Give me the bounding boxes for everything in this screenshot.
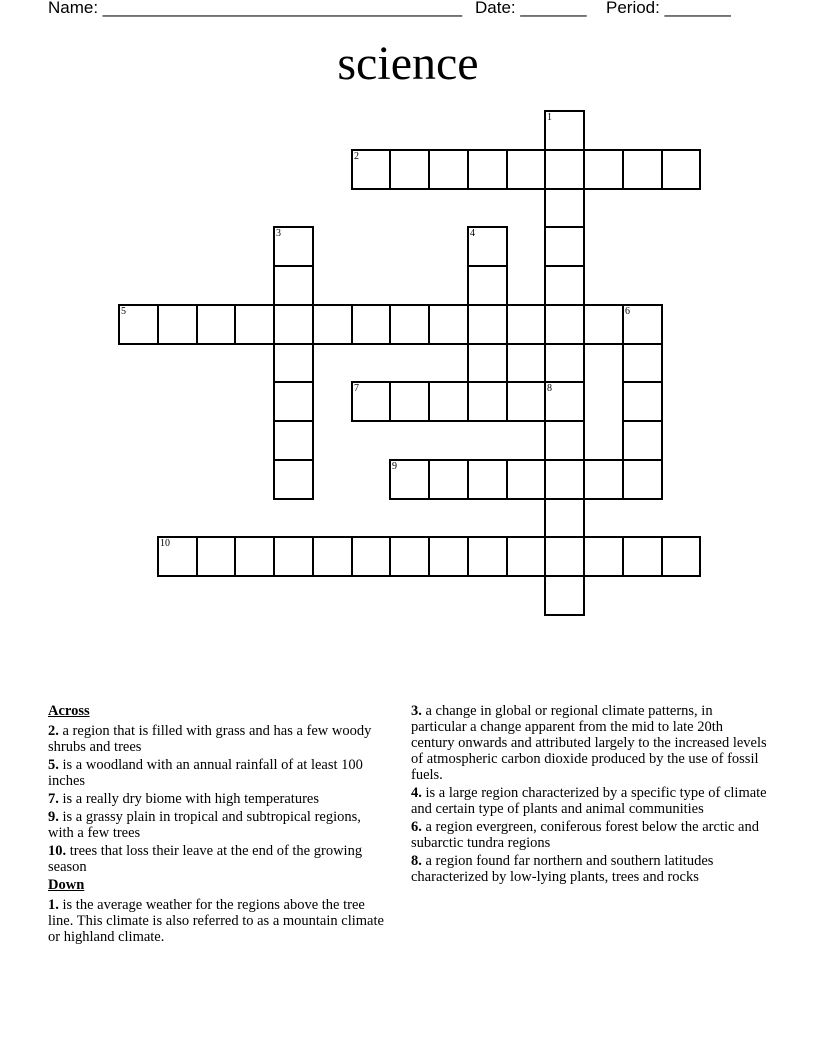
grid-cell[interactable] (428, 381, 469, 422)
grid-cell[interactable] (622, 459, 663, 500)
clue-text: is a woodland with an annual rainfall of at least 100 inches (48, 757, 363, 789)
grid-cell[interactable] (467, 149, 508, 190)
clue-number: 5. (48, 757, 59, 773)
grid-cell[interactable] (273, 265, 314, 306)
grid-cell[interactable] (273, 381, 314, 422)
grid-cell[interactable] (273, 343, 314, 383)
grid-cell[interactable] (196, 536, 236, 577)
down-heading: Down (48, 877, 85, 893)
grid-cell[interactable] (389, 536, 430, 577)
grid-cell[interactable] (157, 304, 198, 345)
clue-down-1 (48, 897, 390, 945)
grid-cell[interactable] (351, 304, 391, 345)
clue-number: 10. (48, 843, 67, 859)
clue-down-6 (411, 819, 767, 851)
cell-number: 9 (392, 461, 397, 472)
grid-cell[interactable] (583, 459, 624, 500)
grid-cell[interactable] (312, 536, 353, 577)
cell-number: 3 (276, 228, 281, 239)
name-field-label[interactable]: Name: ______________________________________ (48, 0, 463, 17)
grid-cell[interactable] (428, 459, 469, 500)
cell-number: 5 (121, 306, 126, 317)
clue-text: is a really dry biome with high temperatures (62, 791, 319, 807)
grid-cell[interactable] (583, 304, 624, 345)
grid-cell[interactable] (273, 459, 314, 500)
grid-cell[interactable] (351, 536, 391, 577)
grid-cell[interactable] (273, 304, 314, 345)
grid-cell[interactable] (661, 149, 701, 190)
grid-cell[interactable] (544, 498, 585, 538)
grid-cell[interactable] (622, 536, 663, 577)
grid-cell[interactable] (622, 149, 663, 190)
clue-across-2 (48, 723, 390, 755)
grid-cell[interactable] (544, 149, 585, 190)
clue-text: is a large region characterized by a specific type of climate and certain type of plants and animal communities (411, 785, 767, 817)
grid-cell[interactable] (428, 536, 469, 577)
grid-cell[interactable] (583, 149, 624, 190)
clues-left-column (48, 703, 390, 947)
grid-cell[interactable] (467, 304, 508, 345)
clue-number: 1. (48, 897, 59, 913)
grid-cell[interactable] (312, 304, 353, 345)
grid-cell[interactable] (467, 459, 508, 500)
clue-text: trees that loss their leave at the end of the growing season (48, 843, 363, 875)
grid-cell[interactable] (467, 536, 508, 577)
grid-cell[interactable] (467, 265, 508, 306)
clue-down-4 (411, 785, 767, 817)
page-title: science (337, 37, 479, 90)
grid-cell[interactable] (234, 304, 275, 345)
cell-number: 2 (354, 151, 359, 162)
clue-across-7 (48, 791, 390, 807)
grid-cell[interactable] (622, 381, 663, 422)
grid-cell[interactable] (389, 304, 430, 345)
clue-across-10 (48, 843, 390, 875)
grid-cell[interactable] (467, 343, 508, 383)
grid-cell[interactable] (506, 459, 546, 500)
clue-text: a region evergreen, coniferous forest below the arctic and subarctic tundra regions (411, 819, 759, 851)
clue-number: 7. (48, 791, 59, 807)
grid-cell[interactable] (234, 536, 275, 577)
cell-number: 4 (470, 228, 475, 239)
grid-cell[interactable] (661, 536, 701, 577)
grid-cell[interactable] (544, 536, 585, 577)
cell-number: 6 (625, 306, 630, 317)
clue-text: a region that is filled with grass and has a few woody shrubs and trees (48, 723, 372, 755)
date-field-label[interactable]: Date: _______ (475, 0, 587, 17)
grid-cell[interactable] (389, 149, 430, 190)
grid-cell[interactable] (544, 188, 585, 228)
clue-across-9 (48, 809, 390, 841)
across-heading: Across (48, 703, 90, 719)
clue-text: is a grassy plain in tropical and subtropical regions, with a few trees (48, 809, 361, 841)
clue-text: a change in global or regional climate patterns, in particular a change apparent from the mid to late 20th century onwards and attributed largely to the increased levels of atmospheric carbon dioxide produced by the use of fossil fuels. (411, 703, 767, 783)
clue-number: 6. (411, 819, 422, 835)
grid-cell[interactable] (273, 536, 314, 577)
grid-cell[interactable] (506, 381, 546, 422)
cell-number: 7 (354, 383, 359, 394)
clue-down-3 (411, 703, 767, 783)
grid-cell[interactable] (544, 420, 585, 461)
grid-cell[interactable] (544, 459, 585, 500)
grid-cell[interactable] (622, 343, 663, 383)
clue-text: is the average weather for the regions above the tree line. This climate is also referred to as a mountain climate or highland climate. (48, 897, 384, 945)
grid-cell[interactable] (544, 343, 585, 383)
clue-number: 8. (411, 853, 422, 869)
grid-cell[interactable] (544, 575, 585, 616)
grid-cell[interactable] (428, 304, 469, 345)
grid-cell[interactable] (622, 420, 663, 461)
clue-number: 2. (48, 723, 59, 739)
grid-cell[interactable] (273, 420, 314, 461)
grid-cell[interactable] (506, 536, 546, 577)
grid-cell[interactable] (544, 226, 585, 267)
cell-number: 10 (160, 538, 170, 549)
clue-number: 3. (411, 703, 422, 719)
grid-cell[interactable] (506, 149, 546, 190)
grid-cell[interactable] (544, 265, 585, 306)
clue-down-8 (411, 853, 767, 885)
grid-cell[interactable] (196, 304, 236, 345)
grid-cell[interactable] (389, 381, 430, 422)
cell-number: 1 (547, 112, 552, 123)
clue-across-5 (48, 757, 390, 789)
grid-cell[interactable] (428, 149, 469, 190)
period-field-label[interactable]: Period: _______ (606, 0, 731, 17)
clue-number: 4. (411, 785, 422, 801)
cell-number: 8 (547, 383, 552, 394)
clue-text: a region found far northern and southern latitudes characterized by low-lying plants, trees and rocks (411, 853, 714, 885)
grid-cell[interactable] (583, 536, 624, 577)
grid-cell[interactable] (506, 304, 546, 345)
grid-cell[interactable] (467, 381, 508, 422)
grid-cell[interactable] (544, 304, 585, 345)
clues-right-column (411, 703, 767, 887)
clue-number: 9. (48, 809, 59, 825)
